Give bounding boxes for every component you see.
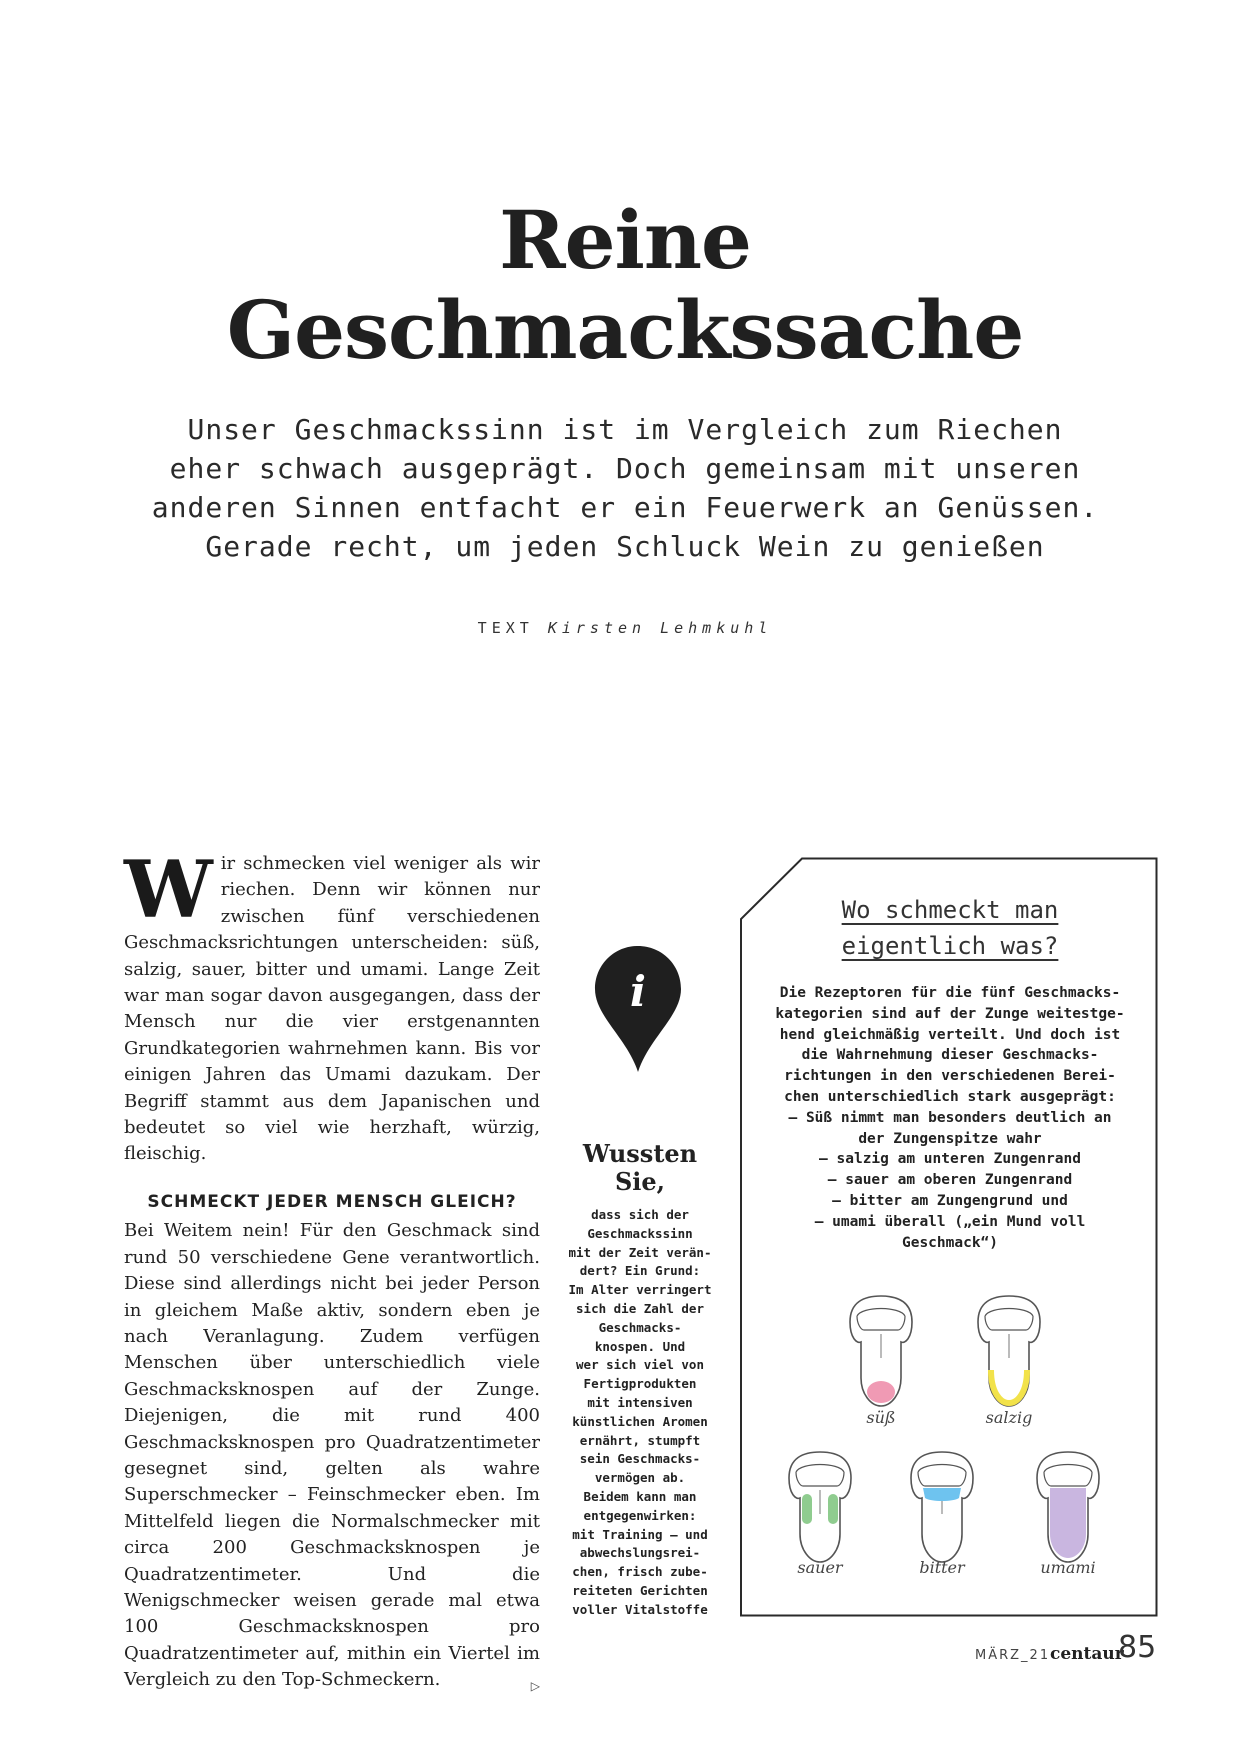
article-title-line1: Reine [499,193,751,287]
sidebar-line: knospen. Und [594,1338,686,1354]
lead-line: anderen Sinnen entfacht er ein Feuerwerk an Genüssen. [151,491,1099,524]
infobox-line: Geschmack“) [901,1234,999,1251]
infobox-line: chen unterschiedlich stark ausgeprägt: [784,1088,1116,1105]
sidebar-line: reiteten Gerichten [572,1582,708,1598]
infobox-line: Die Rezeptoren für die fünf Geschmacks- [779,985,1121,1001]
tongue-label-sweet: süß [866,1408,896,1427]
infobox-line: – sauer am oberen Zungenrand [827,1172,1073,1189]
infobox-line: kategorien sind auf der Zunge weitestge- [775,1005,1125,1022]
infobox-line: hend gleichmäßig verteilt. Und doch ist [779,1026,1121,1043]
infobox-heading-line: Wo schmeckt man [841,896,1059,924]
infobox-line: – Süß nimmt man besonders deutlich an [788,1109,1112,1126]
sidebar-line: ernährt, stumpft [579,1432,701,1448]
paragraph-2-text: Bei Weitem nein! Für den Geschmack sind rund 50 verschiedene Gene verantwortlich. Diese sind allerdings nicht bei jeder Person in gleichem Maße aktiv, sondern eben je nach Veranlagung. Zudem verfügen Menschen über unterschiedlich viele Geschmacksknospen auf der Zunge. Diejenigen, die mit rund 400 Geschmacksknospen pro Quadratzentimeter gesegnet sind, gelten als wahre Superschmecker – Feinschmecker eben. Im Mittelfeld liegen die Normalschmecker mit circa 200 Geschmacksknospen je Quadratzentimeter. Und die Wenigschmecker weisen gerade mal etwa 100 Geschmacksknospen pro Quadratzentimeter auf, mithin ein Viertel im Vergleich zu den Top-Schmeckern. [124,1220,540,1691]
sidebar-heading-line: Wussten [582,1139,698,1168]
byline-author: Kirsten Lehmkuhl [547,619,773,637]
sidebar-line: Fertigprodukten [583,1376,697,1392]
infobox-line: – umami überall („ein Mund voll [814,1213,1086,1230]
infobox-heading-line: eigentlich was? [841,932,1059,960]
sidebar-line: Geschmacks- [598,1319,682,1335]
sidebar-line: abwechslungsrei- [579,1545,701,1561]
sidebar-line: vermögen ab. [594,1470,686,1486]
lead-line: Unser Geschmackssinn ist im Vergleich zum Riechen [187,413,1063,446]
infobox-line: – salzig am unteren Zungenrand [819,1151,1081,1168]
body-paragraph-1 [124,843,540,1168]
tongue-label-salty: salzig [985,1408,1033,1427]
sidebar-line: Beidem kann man [583,1488,697,1504]
sidebar-line: Im Alter verringert [568,1282,712,1298]
sidebar-heading [560,1140,720,1196]
infobox-line: – bitter am Zungengrund und [832,1192,1068,1209]
infobox-line: die Wahrnehmung dieser Geschmacks- [801,1047,1099,1064]
footer-brand-logo: centaur [1050,1644,1124,1664]
page-number: 85 [1118,1630,1157,1665]
infobox-heading [760,892,1140,964]
info-pin-letter: i [630,967,646,1016]
sidebar-line: sich die Zahl der [576,1300,704,1316]
byline [0,619,1250,637]
footer-issue: MÄRZ_21 [975,1648,1051,1663]
tongue-salty-icon [976,1294,1042,1410]
tongue-label-bitter: bitter [919,1558,965,1577]
body-paragraph-2 [124,1218,540,1693]
tongue-sour-icon [787,1450,853,1566]
end-marker-icon: ▷ [530,1679,540,1694]
tongue-sweet-icon [848,1294,914,1410]
sidebar-line: entgegenwirken: [583,1507,697,1523]
sidebar-line: mit intensiven [587,1394,693,1410]
tongue-label-umami: umami [1040,1558,1096,1577]
paragraph-1-text: ir schmecken viel weniger als wir riechen. Denn wir können nur zwischen fünf verschiedenen Geschmacksrichtungen unterscheiden: süß, salzig, sauer, bitter und umami. Lange Zeit war man sogar davon ausgegangen, dass der Mensch nur die vier erstgenannten Grundkategorien wahrnehmen kann. Bis vor einigen Jahren das Umami dazukam. Der Begriff stammt aus dem Japanischen und bedeutet so viel wie herzhaft, würzig, fleischig. [124,853,540,1165]
sidebar-heading-line: Sie, [614,1167,666,1196]
tongue-label-sour: sauer [797,1558,843,1577]
article-body [124,843,540,1700]
sidebar-line: dass sich der [591,1207,689,1222]
sidebar-line: Geschmackssinn [587,1225,693,1241]
sidebar-line: sein Geschmacks- [579,1451,701,1467]
article-title-line2: Geschmackssache [226,283,1024,377]
sidebar-line: künstlichen Aromen [572,1413,708,1429]
sidebar-line: dert? Ein Grund: [579,1263,701,1279]
tongue-umami-icon [1035,1450,1101,1566]
infobox-line: richtungen in den verschiedenen Berei- [784,1068,1116,1085]
sidebar-line: voller Vitalstoffe [572,1601,708,1617]
tongue-bitter-icon [909,1450,975,1566]
byline-label: TEXT [477,619,534,637]
sidebar-line: mit Training – und [572,1526,708,1542]
sidebar-line: chen, frisch zube- [572,1564,708,1580]
sidebar-line: mit der Zeit verän- [568,1244,712,1260]
dropcap: W [124,843,213,936]
sidebar-text [564,1206,716,1620]
infobox-text [760,983,1140,1253]
sidebar-line: wer sich viel von [576,1357,704,1373]
lead-line: Gerade recht, um jeden Schluck Wein zu genießen [205,530,1045,563]
infobox-line: der Zungenspitze wahr [858,1130,1042,1147]
info-pin-icon [593,944,683,1074]
article-lead [0,410,1250,566]
section-subheading: SCHMECKT JEDER MENSCH GLEICH? [147,1191,517,1212]
lead-line: eher schwach ausgeprägt. Doch gemeinsam mit unseren [169,452,1081,485]
